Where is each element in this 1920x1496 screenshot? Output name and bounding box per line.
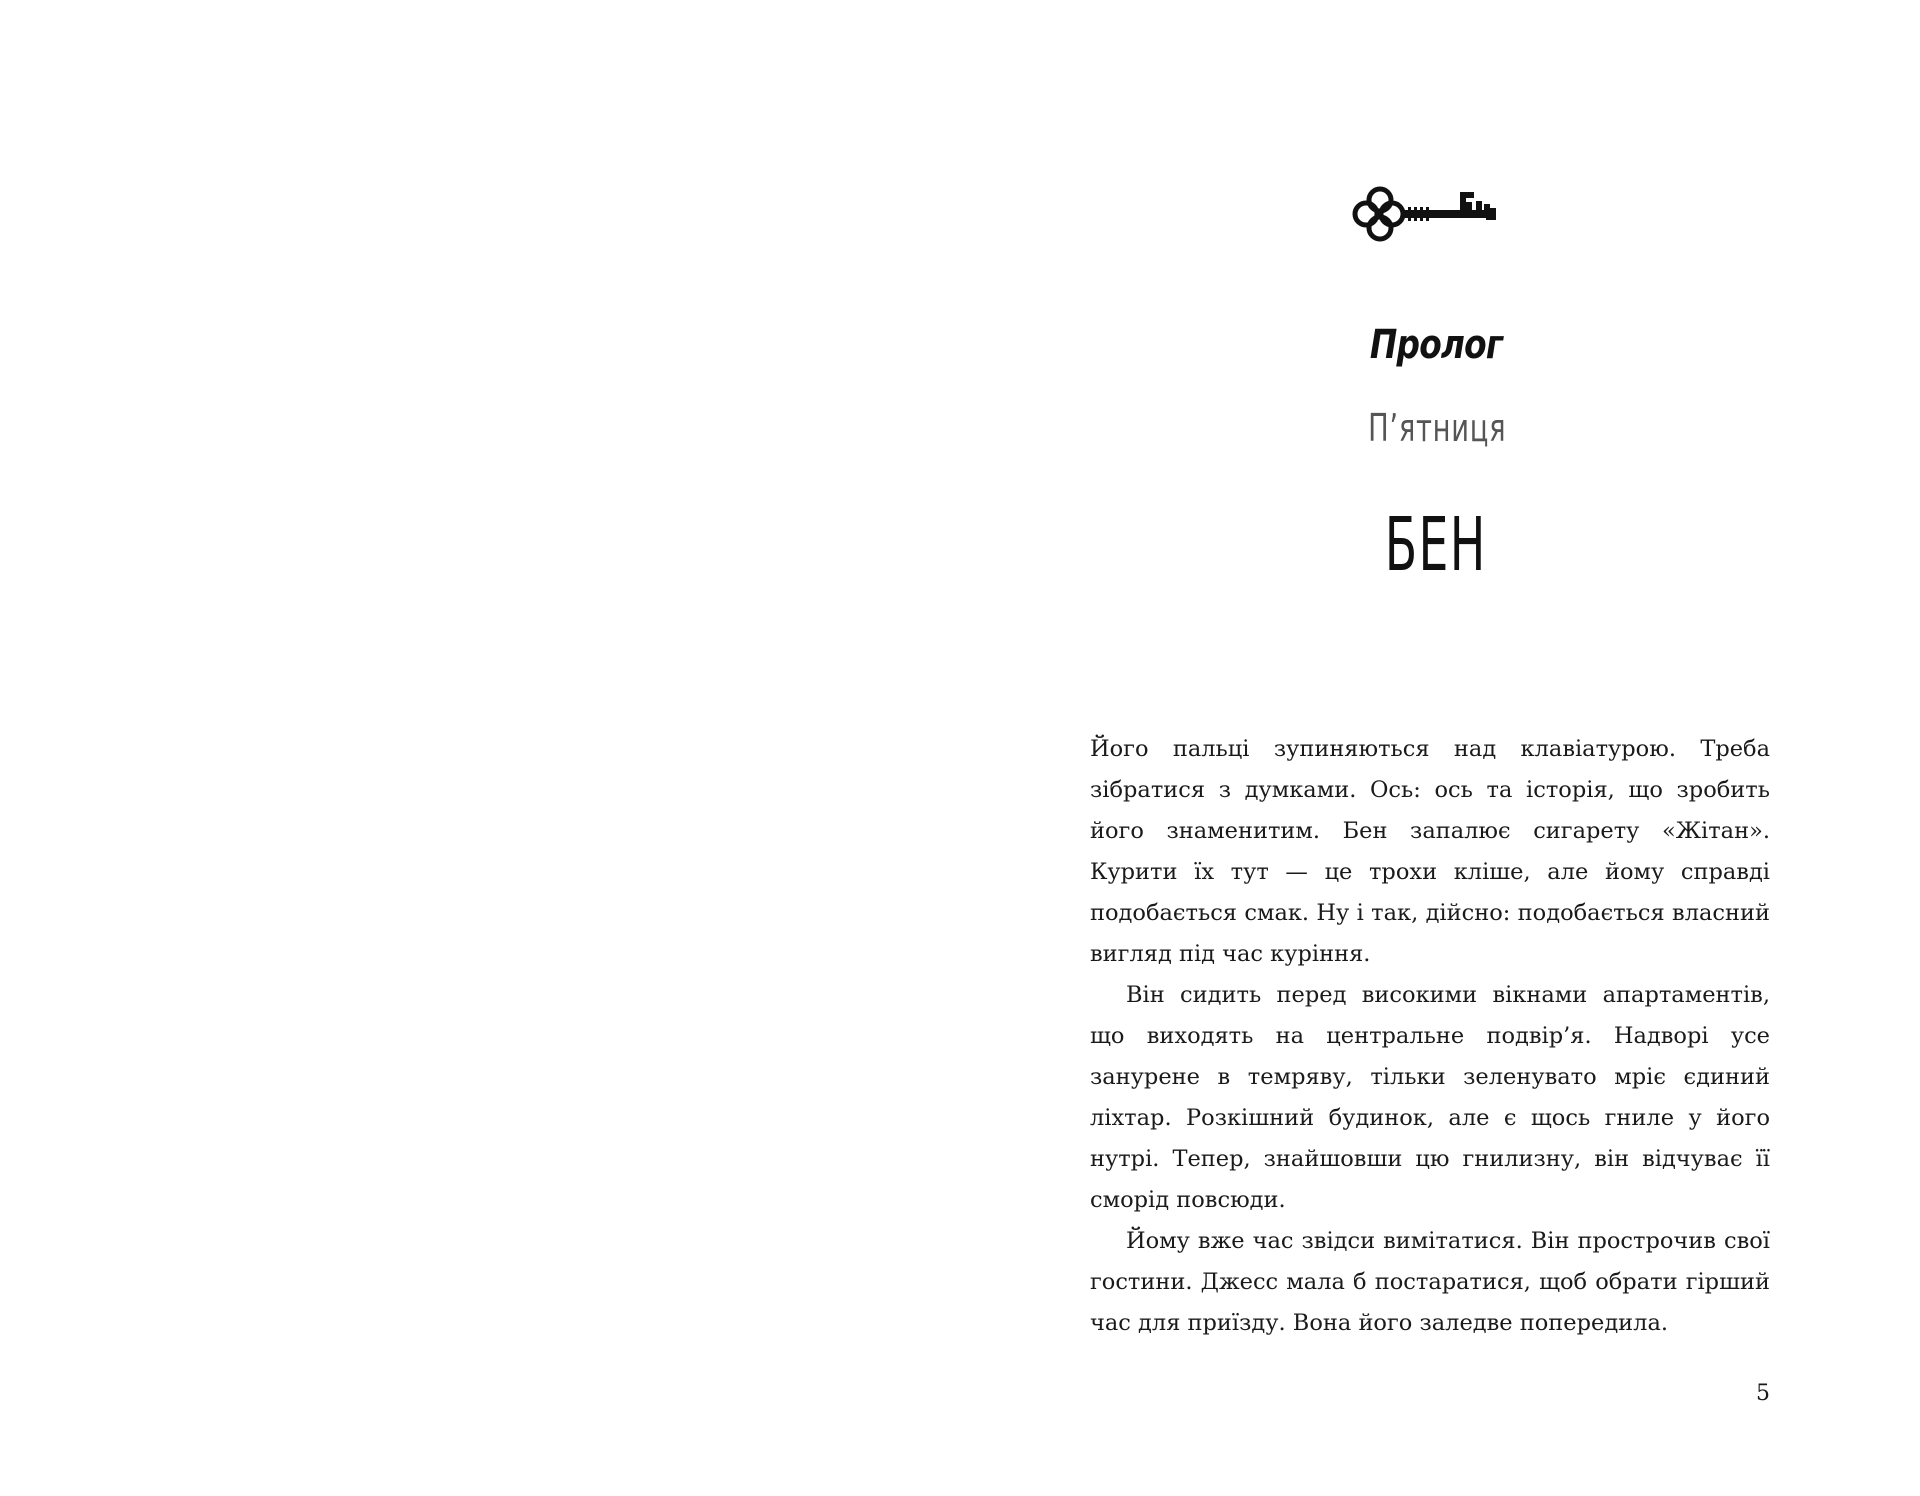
paragraph: Йому вже час звідси вимітатися. Він прострочив свої гостини. Джесс мала б постаратися, щоб обрати гірший час для приїзду. Вона його заледве попередила.	[1090, 1228, 1770, 1336]
character-name-heading: БЕН	[1384, 502, 1487, 588]
paragraph: Його пальці зупиняються над клавіатурою. Треба зібратися з думками. Ось: ось та історія, що зробить його знаменитим. Бен запалює сигарету «Жітан». Курити їх тут — це трохи кліше, але йому справді подобається смак. Ну і так, дійсно: подобається власний вигляд під час куріння.	[1090, 736, 1770, 967]
right-page	[960, 0, 1920, 1496]
paragraph: Він сидить перед високими вікнами апартаментів, що виходять на центральне подвір’я. Надворі усе занурене в темряву, тільки зеленувато мріє єдиний ліхтар. Розкішний будинок, але є щось гниле у його нутрі. Тепер, знайшовши цю гнилизну, він відчуває її сморід повсюди.	[1090, 982, 1770, 1213]
page-number: 5	[1756, 1381, 1770, 1406]
key-icon	[1352, 186, 1498, 242]
body-text	[1090, 729, 1770, 1344]
day-label: П’ятниця	[1368, 406, 1507, 450]
chapter-label: Пролог	[1369, 322, 1503, 368]
